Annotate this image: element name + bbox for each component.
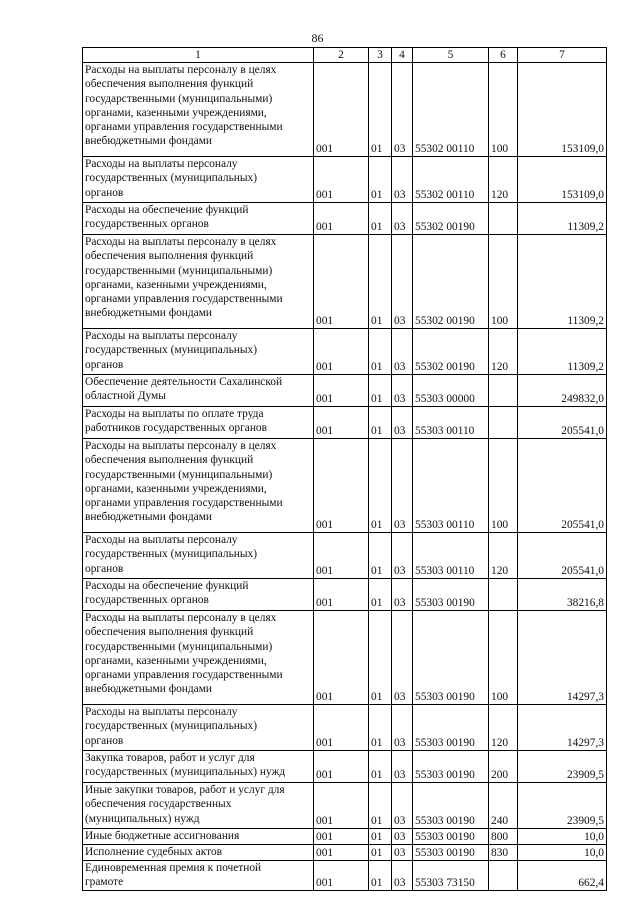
header-cell: 3 [369, 48, 392, 63]
target-article-code: 55302 00110 [413, 157, 489, 203]
description-line: Расходы на выплаты по оплате труда [85, 408, 264, 421]
section-code: 01 [369, 63, 392, 157]
row-description [83, 329, 314, 375]
section-code: 01 [369, 705, 392, 751]
page-number: 86 [311, 31, 324, 45]
description-line: государственными (муниципальными) [85, 640, 273, 653]
row-description [83, 845, 314, 861]
table-row [83, 375, 607, 407]
target-article-code: 55303 73150 [413, 861, 489, 891]
target-article-code: 55302 00190 [413, 329, 489, 375]
section-code: 01 [369, 751, 392, 783]
amount: 10,0 [518, 829, 607, 845]
expense-type-code: 120 [489, 705, 518, 751]
description-line: органов [85, 358, 124, 371]
row-description [83, 235, 314, 329]
target-article-code: 55303 00190 [413, 751, 489, 783]
description-line: областной Думы [85, 390, 166, 403]
expense-type-code [489, 375, 518, 407]
description-line: обеспечения выполнения функций [85, 250, 254, 263]
target-article-code: 55302 00110 [413, 63, 489, 157]
target-article-code: 55302 00190 [413, 203, 489, 235]
description-line: Расходы на выплаты персоналу [85, 330, 238, 343]
description-line: государственными (муниципальными) [85, 92, 273, 105]
description-line: органов [85, 562, 124, 575]
table-row [83, 63, 607, 157]
description-line: Расходы на выплаты персоналу в целях [85, 440, 277, 453]
header-cell: 4 [392, 48, 413, 63]
expense-type-code: 100 [489, 63, 518, 157]
description-line: внебюджетными фондами [85, 511, 213, 524]
description-line: органами, казенными учреждениями, [85, 106, 267, 119]
row-description [83, 533, 314, 579]
description-line: Расходы на выплаты персоналу в целях [85, 64, 277, 77]
table-row [83, 407, 607, 439]
header-row [83, 48, 607, 63]
description-line: внебюджетными фондами [85, 307, 213, 320]
description-line: обеспечения выполнения функций [85, 78, 254, 91]
expense-type-code [489, 579, 518, 611]
subsection-code: 03 [392, 203, 413, 235]
ministry-code: 001 [314, 845, 369, 861]
ministry-code: 001 [314, 533, 369, 579]
row-description [83, 751, 314, 783]
section-code: 01 [369, 829, 392, 845]
target-article-code: 55303 00190 [413, 611, 489, 705]
amount: 38216,8 [518, 579, 607, 611]
ministry-code: 001 [314, 705, 369, 751]
header-cell: 7 [518, 48, 607, 63]
table-row [83, 579, 607, 611]
amount: 153109,0 [518, 63, 607, 157]
description-line: органов [85, 186, 124, 199]
amount: 11309,2 [518, 203, 607, 235]
description-line: обеспечения выполнения функций [85, 454, 254, 467]
description-line: Расходы на выплаты персоналу в целях [85, 612, 277, 625]
row-description [83, 203, 314, 235]
amount: 205541,0 [518, 439, 607, 533]
description-line: Закупка товаров, работ и услуг для [85, 752, 255, 765]
target-article-code: 55303 00000 [413, 375, 489, 407]
table-row [83, 235, 607, 329]
description-line: государственных (муниципальных) [85, 548, 258, 561]
description-line: органами, казенными учреждениями, [85, 278, 267, 291]
table-row [83, 751, 607, 783]
description-line: Обеспечение деятельности Сахалинской [85, 376, 283, 389]
description-line: органами управления государственными [85, 669, 283, 682]
subsection-code: 03 [392, 611, 413, 705]
description-line: государственных (муниципальных) нужд [85, 766, 286, 779]
description-line: государственных (муниципальных) [85, 172, 258, 185]
subsection-code: 03 [392, 829, 413, 845]
ministry-code: 001 [314, 329, 369, 375]
description-line: Расходы на обеспечение функций [85, 204, 249, 217]
section-code: 01 [369, 157, 392, 203]
amount: 14297,3 [518, 611, 607, 705]
section-code: 01 [369, 439, 392, 533]
ministry-code: 001 [314, 375, 369, 407]
subsection-code: 03 [392, 751, 413, 783]
expense-type-code: 240 [489, 783, 518, 829]
expense-type-code [489, 407, 518, 439]
section-code: 01 [369, 861, 392, 891]
section-code: 01 [369, 407, 392, 439]
table-row [83, 533, 607, 579]
header-cell: 6 [489, 48, 518, 63]
budget-table [82, 47, 607, 891]
target-article-code: 55303 00190 [413, 579, 489, 611]
subsection-code: 03 [392, 157, 413, 203]
row-description [83, 439, 314, 533]
description-line: органами, казенными учреждениями, [85, 654, 267, 667]
row-description [83, 783, 314, 829]
subsection-code: 03 [392, 235, 413, 329]
description-line: государственных органов [85, 594, 209, 607]
ministry-code: 001 [314, 63, 369, 157]
description-line: органами управления государственными [85, 293, 283, 306]
expense-type-code: 100 [489, 611, 518, 705]
subsection-code: 03 [392, 861, 413, 891]
subsection-code: 03 [392, 845, 413, 861]
subsection-code: 03 [392, 579, 413, 611]
description-line: государственных (муниципальных) [85, 720, 258, 733]
amount: 249832,0 [518, 375, 607, 407]
ministry-code: 001 [314, 203, 369, 235]
expense-type-code: 100 [489, 235, 518, 329]
ministry-code: 001 [314, 829, 369, 845]
target-article-code: 55303 00110 [413, 407, 489, 439]
amount: 14297,3 [518, 705, 607, 751]
row-description [83, 579, 314, 611]
target-article-code: 55303 00190 [413, 783, 489, 829]
amount: 10,0 [518, 845, 607, 861]
row-description [83, 829, 314, 845]
table-row [83, 783, 607, 829]
expense-type-code [489, 861, 518, 891]
description-line: Единовременная премия к почетной [85, 862, 262, 875]
amount: 11309,2 [518, 235, 607, 329]
ministry-code: 001 [314, 579, 369, 611]
row-description [83, 705, 314, 751]
table-row [83, 861, 607, 891]
expense-type-code: 800 [489, 829, 518, 845]
description-line: Расходы на выплаты персоналу [85, 534, 238, 547]
ministry-code: 001 [314, 235, 369, 329]
header-cell: 5 [413, 48, 489, 63]
expense-type-code [489, 203, 518, 235]
table-row [83, 203, 607, 235]
amount: 205541,0 [518, 407, 607, 439]
ministry-code: 001 [314, 783, 369, 829]
description-line: органов [85, 734, 124, 747]
table-row [83, 705, 607, 751]
section-code: 01 [369, 235, 392, 329]
header-cell: 2 [314, 48, 369, 63]
description-line: органами управления государственными [85, 497, 283, 510]
section-code: 01 [369, 845, 392, 861]
description-line: Расходы на выплаты персоналу в целях [85, 236, 277, 249]
description-line: Исполнение судебных актов [85, 846, 223, 859]
row-description [83, 861, 314, 891]
description-line: внебюджетными фондами [85, 683, 213, 696]
description-line: органами, казенными учреждениями, [85, 482, 267, 495]
description-line: обеспечения государственных [85, 798, 232, 811]
section-code: 01 [369, 611, 392, 705]
target-article-code: 55303 00110 [413, 439, 489, 533]
table-row [83, 611, 607, 705]
row-description [83, 375, 314, 407]
ministry-code: 001 [314, 611, 369, 705]
description-line: государственных (муниципальных) [85, 344, 258, 357]
target-article-code: 55302 00190 [413, 235, 489, 329]
description-line: внебюджетными фондами [85, 135, 213, 148]
ministry-code: 001 [314, 407, 369, 439]
ministry-code: 001 [314, 439, 369, 533]
section-code: 01 [369, 375, 392, 407]
description-line: Иные бюджетные ассигнования [85, 830, 240, 843]
table-row [83, 329, 607, 375]
subsection-code: 03 [392, 407, 413, 439]
subsection-code: 03 [392, 63, 413, 157]
ministry-code: 001 [314, 861, 369, 891]
description-line: Расходы на выплаты персоналу [85, 706, 238, 719]
amount: 23909,5 [518, 783, 607, 829]
amount: 662,4 [518, 861, 607, 891]
table-row [83, 845, 607, 861]
subsection-code: 03 [392, 375, 413, 407]
description-line: государственными (муниципальными) [85, 264, 273, 277]
description-line: грамоте [85, 876, 124, 889]
target-article-code: 55303 00190 [413, 845, 489, 861]
subsection-code: 03 [392, 439, 413, 533]
section-code: 01 [369, 329, 392, 375]
description-line: государственными (муниципальными) [85, 468, 273, 481]
amount: 153109,0 [518, 157, 607, 203]
row-description [83, 63, 314, 157]
expense-type-code: 100 [489, 439, 518, 533]
description-line: работников государственных органов [85, 422, 268, 435]
target-article-code: 55303 00190 [413, 705, 489, 751]
table-row [83, 829, 607, 845]
subsection-code: 03 [392, 783, 413, 829]
amount: 23909,5 [518, 751, 607, 783]
section-code: 01 [369, 533, 392, 579]
expense-type-code: 120 [489, 329, 518, 375]
description-line: (муниципальных) нужд [85, 812, 200, 825]
row-description [83, 611, 314, 705]
row-description [83, 157, 314, 203]
description-line: Иные закупки товаров, работ и услуг для [85, 784, 285, 797]
target-article-code: 55303 00190 [413, 829, 489, 845]
section-code: 01 [369, 203, 392, 235]
section-code: 01 [369, 783, 392, 829]
ministry-code: 001 [314, 157, 369, 203]
expense-type-code: 120 [489, 533, 518, 579]
ministry-code: 001 [314, 751, 369, 783]
header-cell: 1 [83, 48, 314, 63]
amount: 205541,0 [518, 533, 607, 579]
expense-type-code: 200 [489, 751, 518, 783]
row-description [83, 407, 314, 439]
subsection-code: 03 [392, 329, 413, 375]
subsection-code: 03 [392, 705, 413, 751]
expense-type-code: 830 [489, 845, 518, 861]
description-line: Расходы на выплаты персоналу [85, 158, 238, 171]
description-line: государственных органов [85, 218, 209, 231]
description-line: обеспечения выполнения функций [85, 626, 254, 639]
subsection-code: 03 [392, 533, 413, 579]
table-row [83, 157, 607, 203]
section-code: 01 [369, 579, 392, 611]
target-article-code: 55303 00110 [413, 533, 489, 579]
description-line: органами управления государственными [85, 121, 283, 134]
amount: 11309,2 [518, 329, 607, 375]
description-line: Расходы на обеспечение функций [85, 580, 249, 593]
table-row [83, 439, 607, 533]
expense-type-code: 120 [489, 157, 518, 203]
